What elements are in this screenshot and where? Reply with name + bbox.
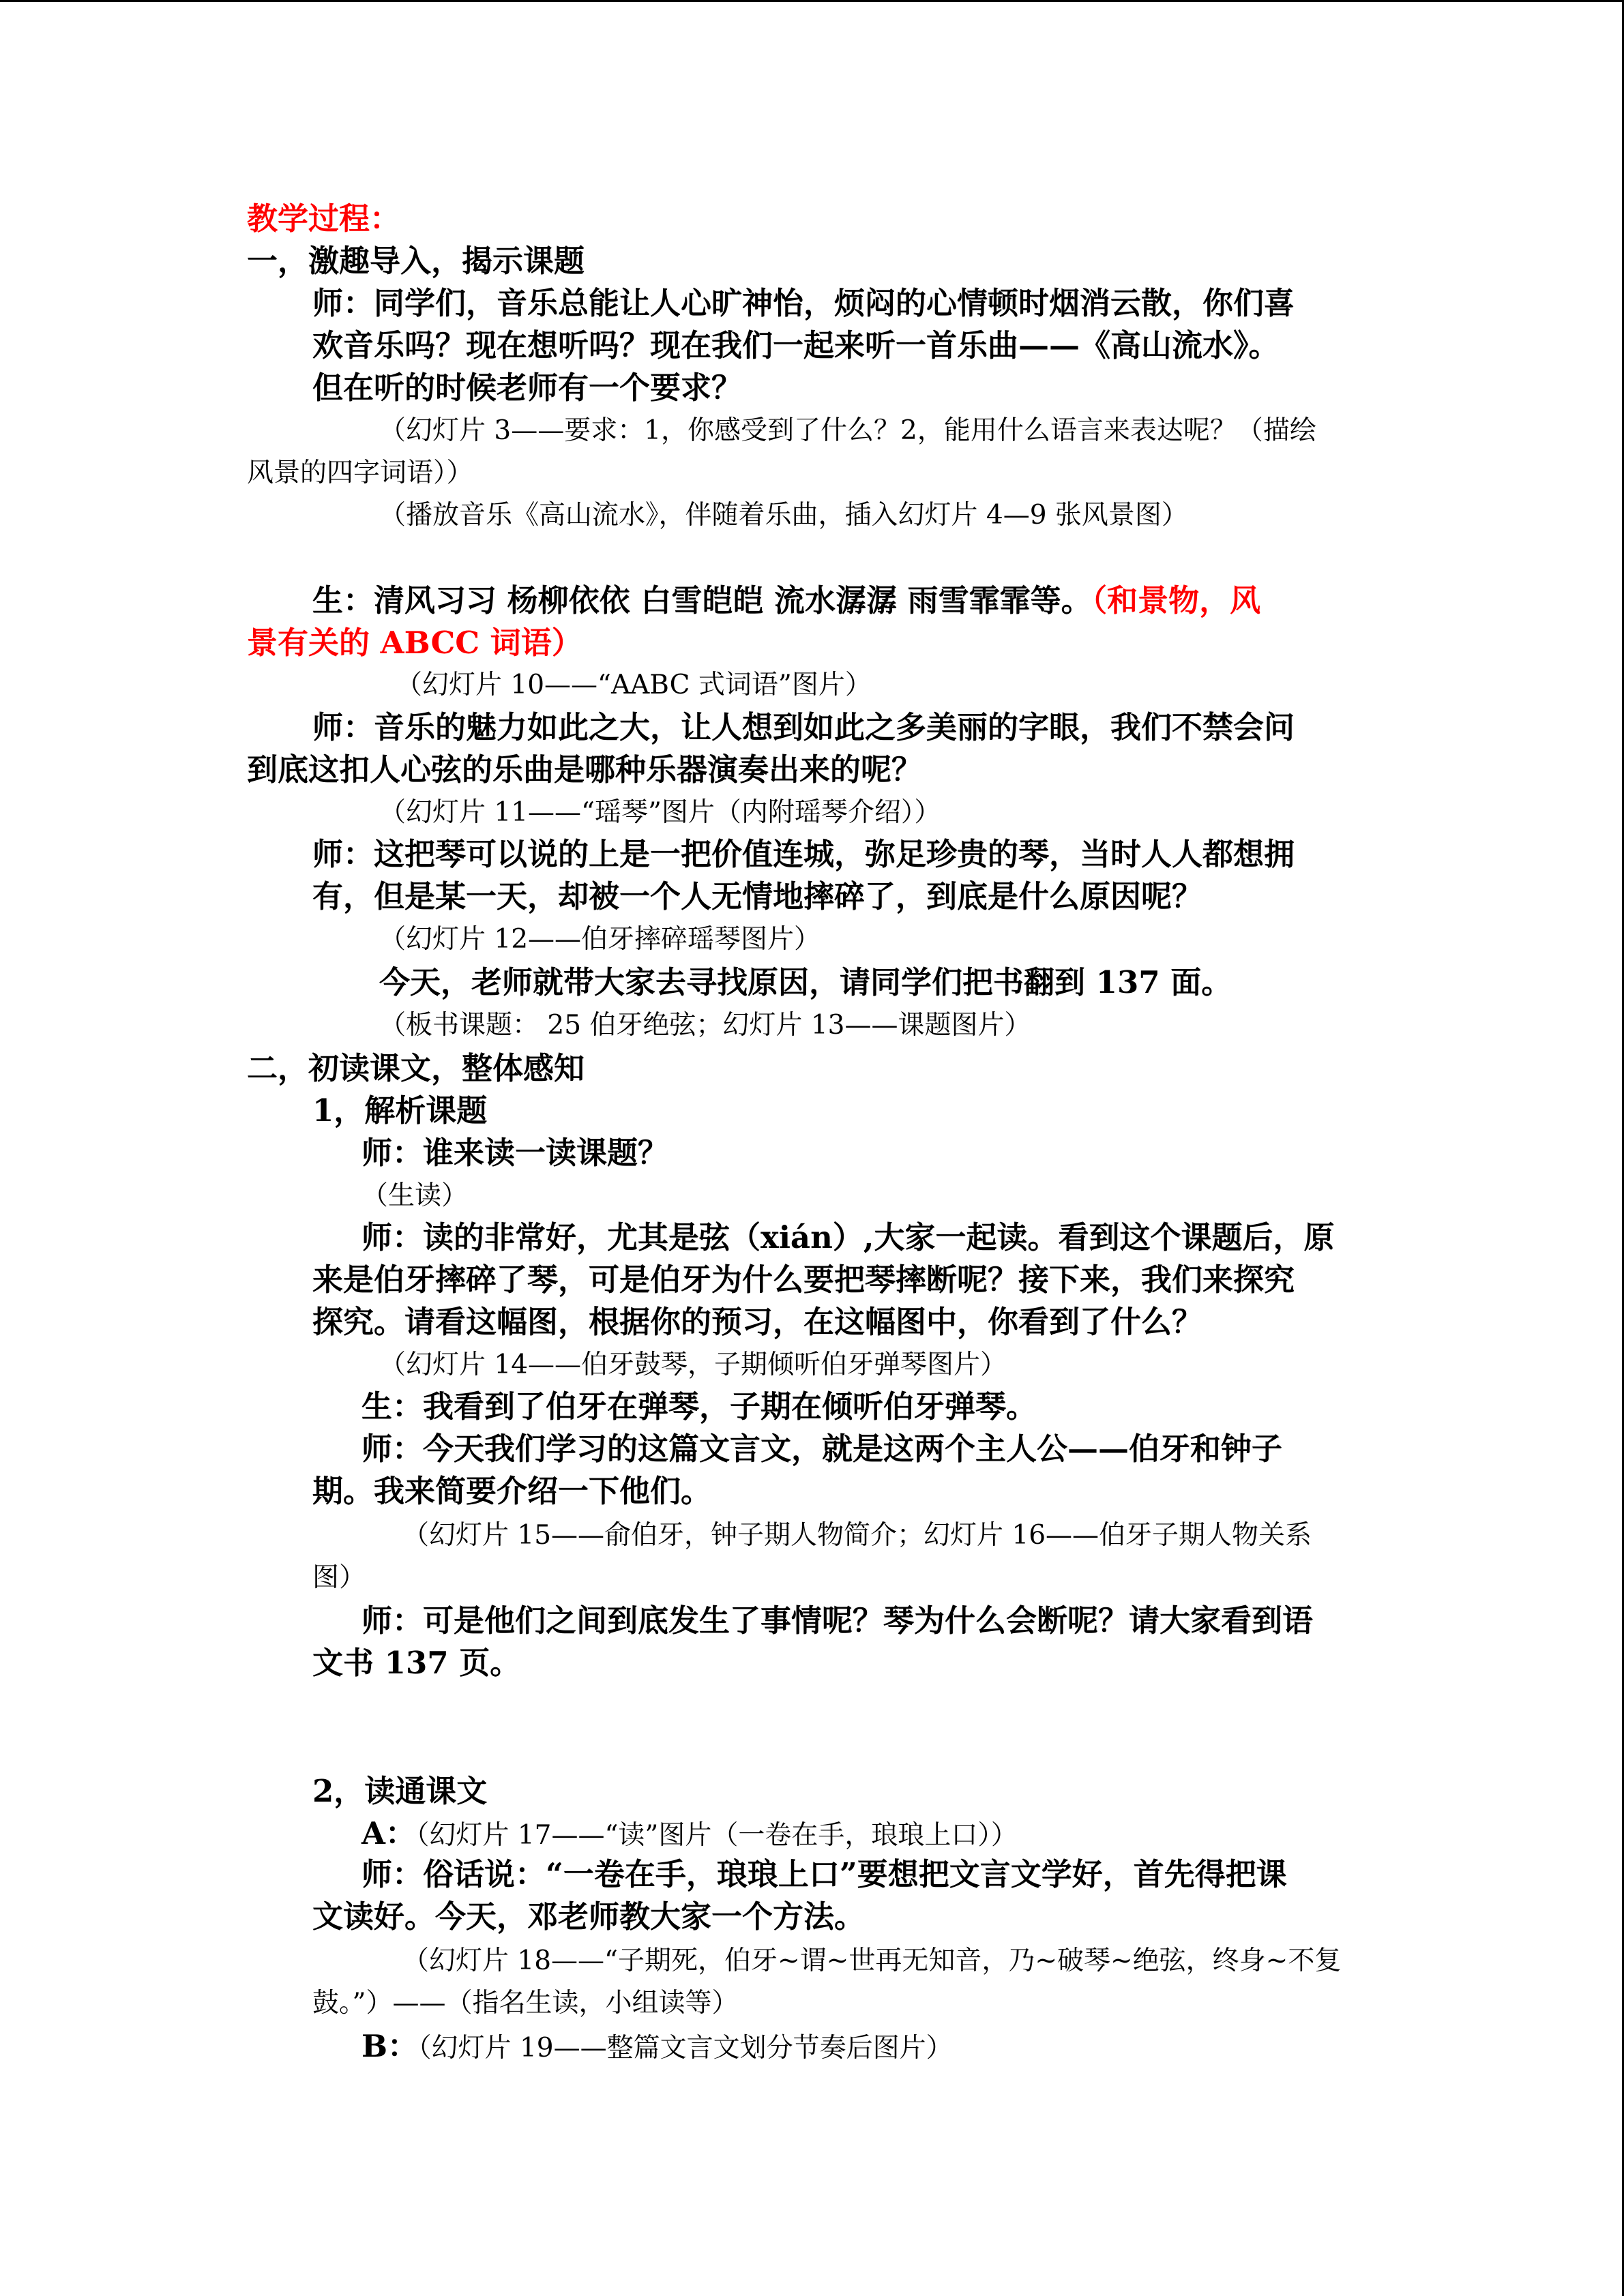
teacher-line: 文书 137 页。	[312, 1645, 521, 1681]
subheading: 1，解析课题	[312, 1092, 488, 1129]
slide-note: （播放音乐《高山流水》，伴随着乐曲，插入幻灯片 4—9 张风景图）	[379, 500, 1188, 531]
slide-note: 图）	[312, 1562, 366, 1593]
student-line: 生：我看到了伯牙在弹琴，子期在倾听伯牙弹琴。	[361, 1388, 1037, 1425]
step-b-label: B：	[361, 2028, 419, 2064]
teacher-line: 师：俗话说：“一卷在手，琅琅上口”要想把文言文学好，首先得把课	[361, 1856, 1287, 1892]
slide-note: （生读）	[361, 1180, 469, 1211]
slide-note: 风景的四字词语））	[247, 458, 473, 488]
student-answer-text: 生：清风习习 杨柳依依 白雪皑皑 流水潺潺 雨雪霏霏等。	[312, 582, 1092, 618]
slide-note: （幻灯片 15——俞伯牙，钟子期人物简介；幻灯片 16——伯牙子期人物关系	[402, 1520, 1312, 1551]
slide-note: （幻灯片 14——伯牙鼓琴，子期倾听伯牙弹琴图片）	[379, 1350, 1007, 1380]
teacher-line: 期。我来简要介绍一下他们。	[312, 1473, 712, 1509]
teacher-line: 师：这把琴可以说的上是一把价值连城，弥足珍贵的琴，当时人人都想拥	[312, 836, 1295, 872]
section-title: 教学过程：	[247, 200, 401, 237]
teacher-line: 师：今天我们学习的这篇文言文，就是这两个主人公——伯牙和钟子	[361, 1431, 1283, 1467]
slide-note: （板书课题： 25 伯牙绝弦；幻灯片 13——课题图片）	[379, 1010, 1031, 1041]
slide-note: （幻灯片 19——整篇文言文划分节奏后图片）	[418, 2033, 953, 2063]
teacher-line: 欢音乐吗？现在想听吗？现在我们一起来听一首乐曲——《高山流水》。	[312, 327, 1280, 363]
teacher-line: 师：同学们，音乐总能让人心旷神怡，烦闷的心情顿时烟消云散，你们喜	[312, 285, 1295, 321]
slide-note: （幻灯片 3——要求：1，你感受到了什么？2，能用什么语言来表达呢？（描绘	[379, 415, 1316, 446]
slide-note: （幻灯片 17——“读”图片（一卷在手，琅琅上口））	[415, 1820, 1018, 1851]
teacher-line: 师：读的非常好，尤其是弦（xián）,大家一起读。看到这个课题后，原	[361, 1219, 1335, 1255]
student-answer-note: （和景物，风	[1091, 582, 1261, 618]
teacher-line: 师：音乐的魅力如此之大，让人想到如此之多美丽的字眼，我们不禁会问	[312, 709, 1295, 745]
step-b	[361, 2028, 953, 2064]
slide-note: （幻灯片 12——伯牙摔碎瑶琴图片）	[379, 924, 821, 955]
slide-note: （幻灯片 11——“瑶琴”图片（内附瑶琴介绍））	[379, 797, 941, 828]
slide-note: （幻灯片 10——“AABC 式词语”图片）	[396, 670, 872, 700]
part1-heading: 一，激趣导入，揭示课题	[247, 243, 585, 279]
page-border-top	[0, 0, 1624, 2]
teacher-line: 来是伯牙摔碎了琴，可是伯牙为什么要把琴摔断呢？接下来，我们来探究	[312, 1262, 1295, 1298]
subheading: 2，读通课文	[312, 1773, 488, 1809]
teacher-line: 到底这扣人心弦的乐曲是哪种乐器演奏出来的呢？	[247, 751, 923, 788]
teacher-line: 探究。请看这幅图，根据你的预习，在这幅图中，你看到了什么？	[312, 1304, 1203, 1340]
step-a-label: A：	[361, 1815, 416, 1851]
part2-heading: 二，初读课文，整体感知	[247, 1050, 585, 1086]
teacher-line: 师：谁来读一读课题？	[361, 1135, 669, 1171]
student-answer	[312, 582, 1261, 618]
teacher-line: 有，但是某一天，却被一个人无情地摔碎了，到底是什么原因呢？	[312, 878, 1203, 914]
step-a	[361, 1815, 1018, 1851]
teacher-line: 今天，老师就带大家去寻找原因，请同学们把书翻到 137 面。	[379, 964, 1232, 1000]
teacher-line: 师：可是他们之间到底发生了事情呢？琴为什么会断呢？请大家看到语	[361, 1602, 1314, 1639]
teacher-line: 但在听的时候老师有一个要求？	[312, 370, 743, 406]
teacher-line: 文读好。今天，邓老师教大家一个方法。	[312, 1898, 866, 1935]
slide-note: （幻灯片 18——“子期死，伯牙~谓~世再无知音，乃~破琴~绝弦，终身~不复	[402, 1945, 1342, 1976]
student-answer-note-cont: 景有关的 ABCC 词语）	[247, 625, 582, 661]
slide-note: 鼓。”）——（指名生读，小组读等）	[312, 1988, 739, 2018]
